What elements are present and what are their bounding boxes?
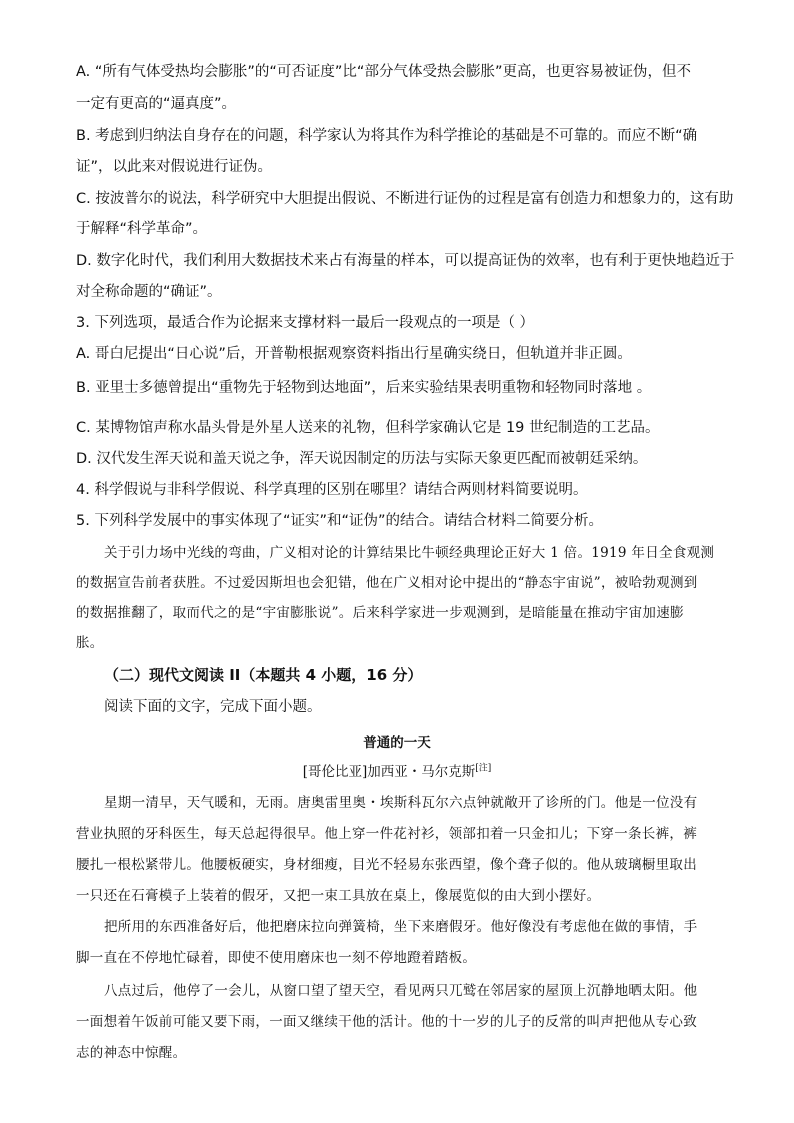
- option-c-line1: C. 按波普尔的说法，科学研究中大胆提出假说、不断进行证伪的过程是富有创造力和想象力的，这有助: [76, 191, 734, 207]
- option-b-line2: 证”，以此来对假说进行证伪。: [76, 159, 273, 175]
- story-p1-line3: 腰扎一根松紧带儿。他腰板硬实，身材细瘦，目光不轻易东张西望，像个聋子似的。他从玻璃橱里取出: [76, 857, 697, 873]
- author-name: [哥伦比亚]加西亚・马尔克斯: [302, 764, 476, 780]
- question-3-option-c: C. 某博物馆声称水晶头骨是外星人送来的礼物，但科学家确认它是 19 世纪制造的工艺品。: [76, 420, 660, 436]
- q5-passage-line2: 的数据宣告前者获胜。不过爱因斯坦也会犯错，他在广义相对论中提出的“静态宇宙说”，被哈勃观测到: [76, 575, 698, 591]
- question-3-option-b: B. 亚里士多德曾提出“重物先于轻物到达地面”，后来实验结果表明重物和轻物同时落地 。: [76, 380, 652, 396]
- option-c-line2: 于解释“科学革命”。: [76, 221, 208, 237]
- option-d-line2: 对全称命题的“确证”。: [76, 284, 222, 300]
- question-3-option-d: D. 汉代发生浑天说和盖天说之争，浑天说因制定的历法与实际天象更匹配而被朝廷采纳。: [76, 451, 648, 467]
- story-p1-line4: 一只还在石膏模子上装着的假牙，又把一束工具放在桌上，像展览似的由大到小摆好。: [76, 888, 601, 904]
- q5-passage-line3: 的数据推翻了，取而代之的是“宇宙膨胀说”。后来科学家进一步观测到，是暗能量在推动宇宙加速膨: [76, 605, 684, 621]
- q5-passage-line1: 关于引力场中光线的弯曲，广义相对论的计算结果比牛顿经典理论正好大 1 倍。1919 年日全食观测: [104, 545, 715, 561]
- story-title: 普通的一天: [363, 735, 431, 751]
- question-3-option-a: A. 哥白尼提出“日心说”后，开普勒根据观察资料指出行星确实绕日，但轨道并非正圆。: [76, 346, 632, 362]
- reading-instruction: 阅读下面的文字，完成下面小题。: [104, 699, 322, 715]
- story-p3-line2: 一面想着午饭前可能又要下雨，一面又继续干他的活计。他的十一岁的儿子的反常的叫声把他从专心致: [76, 1014, 697, 1030]
- question-4: 4. 科学假说与非科学假说、科学真理的区别在哪里？请结合两则材料简要说明。: [76, 482, 588, 498]
- question-3-stem: 3. 下列选项，最适合作为论据来支撑材料一最后一段观点的一项是（ ）: [76, 315, 535, 331]
- question-5: 5. 下列科学发展中的事实体现了“证实”和“证伪”的结合。请结合材料二简要分析。: [76, 513, 603, 529]
- section-heading: （二）现代文阅读 II（本题共 4 小题，16 分）: [104, 666, 423, 684]
- story-p2-line2: 脚一直在不停地忙碌着，即使不使用磨床也一刻不停地蹬着踏板。: [76, 950, 477, 966]
- option-b-line1: B. 考虑到归纳法自身存在的问题，科学家认为将其作为科学推论的基础是不可靠的。而应不断“确: [76, 128, 698, 144]
- q5-passage-line4: 胀。: [76, 635, 104, 651]
- option-d-line1: D. 数字化时代，我们利用大数据技术来占有海量的样本，可以提高证伪的效率，也有利于更快地趋近于: [76, 253, 735, 269]
- footnote-marker: [注]: [475, 763, 492, 774]
- option-a-line1: A. “所有气体受热均会膨胀”的“可否证度”比“部分气体受热会膨胀”更高，也更容易被证伪，但不: [76, 64, 691, 80]
- story-p2-line1: 把所用的东西准备好后，他把磨床拉向弹簧椅，坐下来磨假牙。他好像没有考虑他在做的事情，手: [104, 919, 698, 935]
- story-p1-line1: 星期一清早，天气暖和，无雨。唐奥雷里奥・埃斯科瓦尔六点钟就敞开了诊所的门。他是一位没有: [104, 795, 698, 811]
- story-p3-line3: 志的神态中惊醒。: [76, 1045, 187, 1061]
- option-a-line2: 一定有更高的“逼真度”。: [76, 96, 237, 112]
- story-p3-line1: 八点过后，他停了一会儿，从窗口望了望天空，看见两只兀鹫在邻居家的屋顶上沉静地晒太阳。他: [104, 983, 698, 999]
- story-byline: [0, 760, 794, 780]
- story-p1-line2: 营业执照的牙科医生，每天总起得很早。他上穿一件花衬衫，领部扣着一只金扣儿；下穿一条长裤，裤: [76, 826, 697, 842]
